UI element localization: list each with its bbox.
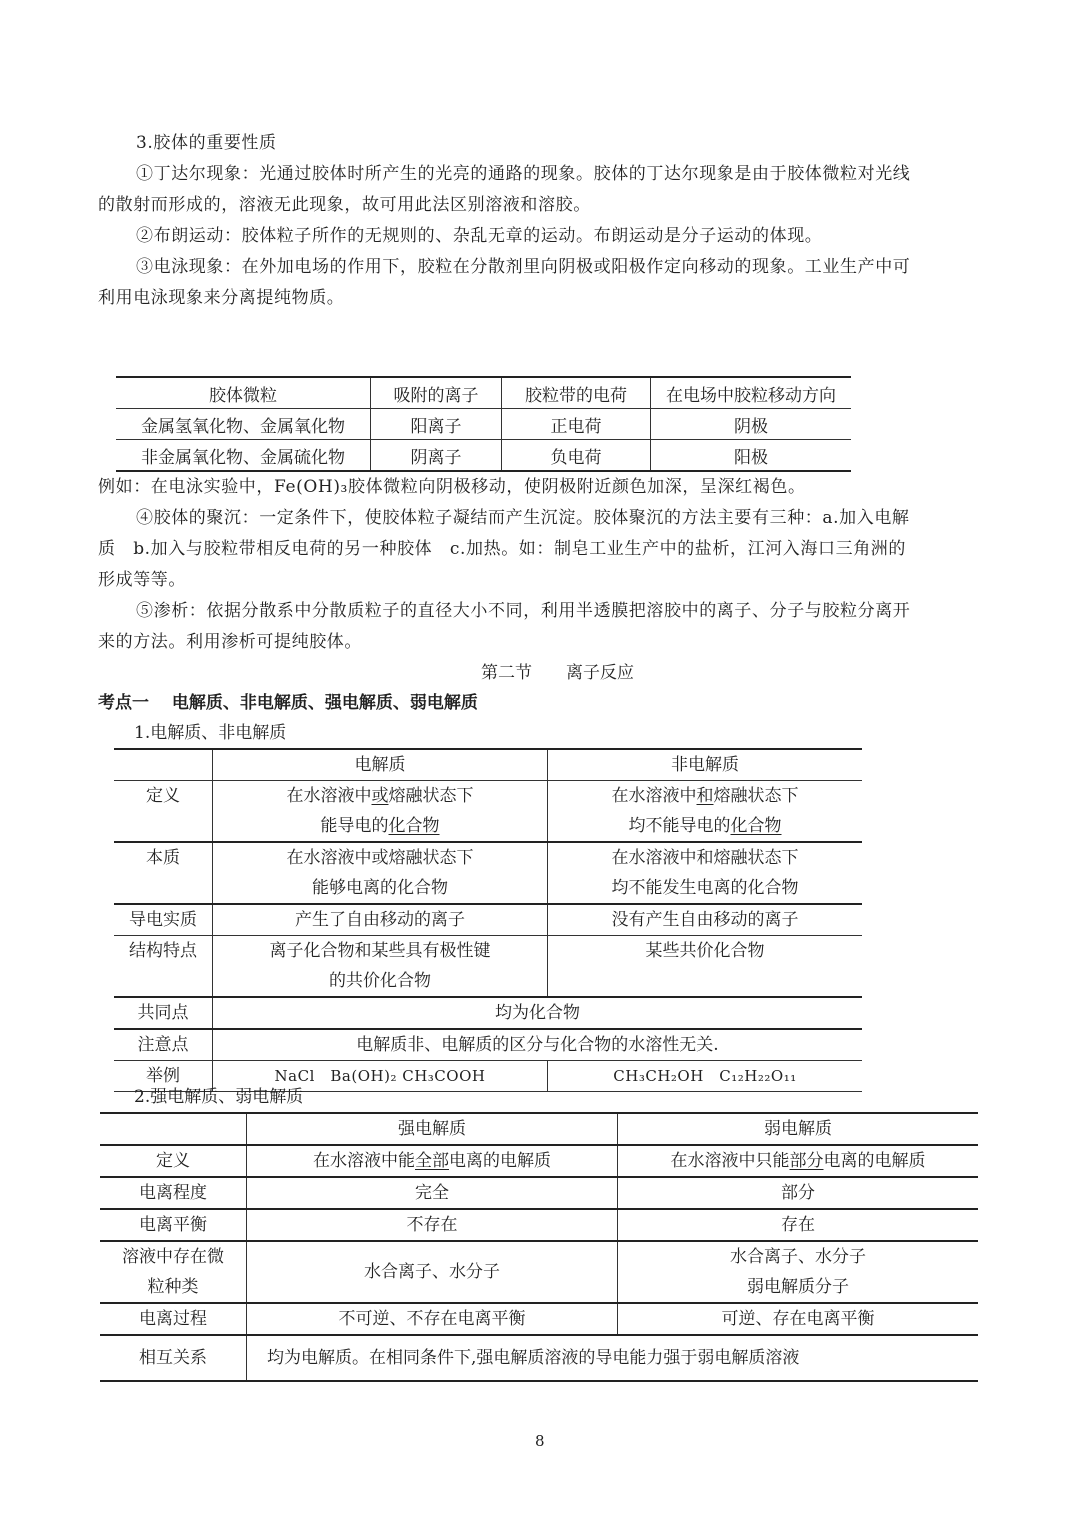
table-cell: 阳极 [651,440,852,472]
colloid-continued-block [98,472,988,658]
cell-line: 粒种类 [147,1277,199,1297]
text-span: 熔融状态下 [388,786,474,806]
row-label: 定义 [114,781,213,843]
table-row [100,1209,978,1241]
row-label: 导电实质 [114,904,213,936]
table-cell [548,842,863,904]
cell-line: 离子化合物和某些具有极性键 [269,941,491,961]
underlined-text: 化合物 [388,816,440,836]
dialysis-line-1: ⑤渗析：依据分散系中分散质粒子的直径大小不同，利用半透膜把溶胶中的离子、分子与胶粒分离开 [136,601,911,621]
table-cell: 阴极 [651,409,852,440]
table-cell: 可逆、存在电离平衡 [618,1303,979,1335]
table-header-row [116,377,851,409]
table-cell: 金属氢氧化物、金属氧化物 [116,409,371,440]
table-cell [618,1241,979,1303]
cell-line: 能够电离的化合物 [312,878,448,898]
text-span: 电离的电解质 [449,1151,551,1171]
table-header-cell: 非电解质 [548,749,863,781]
text-span: 在水溶液中 [611,786,697,806]
dialysis-line-2: 来的方法。利用渗析可提纯胶体。 [98,632,362,652]
table-cell: 阳离子 [371,409,502,440]
row-label: 注意点 [114,1029,213,1061]
row-label: 举例 [146,1066,180,1086]
table-header-cell: 吸附的离子 [371,377,502,409]
text-span: 在水溶液中能 [313,1151,415,1171]
table-cell: 没有产生自由移动的离子 [548,904,863,936]
table-row [100,1335,978,1381]
underlined-text: 部分 [789,1151,824,1171]
table-cell [213,936,548,998]
strong-weak-electrolyte-table [100,1112,978,1382]
cell-line: 均不能发生电离的化合物 [611,878,799,898]
row-label: 相互关系 [139,1348,207,1368]
table-header-cell: 胶粒带的电荷 [502,377,651,409]
table-header-cell: 在电场中胶粒移动方向 [651,377,852,409]
table-cell: 均为电解质。在相同条件下,强电解质溶液的导电能力强于弱电解质溶液 [247,1335,979,1381]
cell-line: 在水溶液中或熔融状态下 [286,848,474,868]
cell-line: 的共价化合物 [329,971,431,991]
table-row [100,1241,978,1303]
coagulation-line-1: ④胶体的聚沉：一定条件下，使胶体粒子凝结而产生沉淀。胶体聚沉的方法主要有三种：a.加入电解 [136,508,910,528]
electrophoresis-line-2: 利用电泳现象来分离提纯物质。 [98,288,345,308]
cell-line: 弱电解质分子 [747,1277,849,1297]
section-title: 第二节 离子反应 [481,663,634,683]
coagulation-line-2: 质 b.加入与胶粒带相反电荷的另一种胶体 c.加热。如：制皂工业生产中的盐析，江河入海口三角洲的 [98,539,907,559]
table-cell: 产生了自由移动的离子 [213,904,548,936]
table-cell [548,781,863,843]
row-label: 电离平衡 [100,1209,247,1241]
kaodian-heading: 考点一 电解质、非电解质、强电解质、弱电解质 [98,693,478,713]
colloid-charge-table [116,376,851,472]
text-span: 均不能导电的 [628,816,731,836]
table-cell [213,842,548,904]
colloid-props-heading: 3.胶体的重要性质 [136,133,277,153]
cell-line: 溶液中存在微 [122,1247,224,1267]
table-row [114,904,862,936]
row-label: 结构特点 [114,936,213,998]
page-number: 8 [535,1432,545,1450]
underlined-text: 和 [696,786,714,806]
table-header-row [114,749,862,781]
table-row [114,997,862,1029]
row-label: 电离程度 [100,1177,247,1209]
table-header-cell [100,1113,247,1145]
table-row [114,1029,862,1061]
brownian-paragraph: ②布朗运动：胶体粒子所作的无规则的、杂乱无章的运动。布朗运动是分子运动的体现。 [136,226,823,246]
row-label: 本质 [114,842,213,904]
electrophoresis-example: 例如：在电泳实验中，Fe(OH)₃胶体微粒向阴极移动，使阴极附近颜色加深，呈深红褐色。 [98,477,806,497]
cell-line [552,781,858,811]
underlined-text: 全部 [415,1151,449,1171]
tyndall-line-1: ①丁达尔现象：光通过胶体时所产生的光亮的通路的现象。胶体的丁达尔现象是由于胶体微粒对光线 [136,164,911,184]
table-row [116,440,851,472]
table-header-cell: 弱电解质 [618,1113,979,1145]
table-cell: 存在 [618,1209,979,1241]
table-cell: NaCl Ba(OH)₂ CH₃COOH [213,1061,548,1092]
table-row [100,1177,978,1209]
cell-line [217,781,543,811]
text-span: 在水溶液中 [286,786,372,806]
subheading-strong-weak: 2.强电解质、弱电解质 [134,1087,304,1107]
text-span: 电离的电解质 [823,1151,926,1171]
text-span: 在水溶液中只能 [670,1151,790,1171]
text-span: 能导电的 [320,816,389,836]
table-cell: 不存在 [247,1209,618,1241]
electrophoresis-line-1: ③电泳现象：在外加电场的作用下，胶粒在分散剂里向阴极或阳极作定向移动的现象。工业生产中可 [136,257,911,277]
table-header-cell: 强电解质 [247,1113,618,1145]
table-header-cell: 电解质 [213,749,548,781]
cell-line [217,811,543,841]
table-cell: 负电荷 [502,440,651,472]
table-row [114,781,862,843]
table-cell: 均为化合物 [213,997,863,1029]
table-cell: 电解质非、电解质的区分与化合物的水溶性无关. [213,1029,863,1061]
cell-line [552,811,858,841]
text-span: 熔融状态下 [713,786,799,806]
table-row [100,1303,978,1335]
subheading-electrolyte: 1.电解质、非电解质 [134,723,287,743]
table-cell: 完全 [247,1177,618,1209]
table-cell: 正电荷 [502,409,651,440]
table-cell: CH₃CH₂OH C₁₂H₂₂O₁₁ [548,1061,863,1092]
coagulation-line-3: 形成等等。 [98,570,186,590]
row-label: 定义 [100,1145,247,1177]
table-header-cell [114,749,213,781]
row-label: 电离过程 [100,1303,247,1335]
table-row [114,842,862,904]
table-cell: 水合离子、水分子 [247,1241,618,1303]
table-cell [618,1145,979,1177]
table-cell: 部分 [618,1177,979,1209]
cell-line: 在水溶液中和熔融状态下 [611,848,799,868]
table-header-cell: 胶体微粒 [116,377,371,409]
underlined-text: 化合物 [730,816,782,836]
colloid-props-block [98,128,988,314]
row-label [100,1241,247,1303]
table-row [114,936,862,998]
table-row [100,1145,978,1177]
table-cell: 不可逆、不存在电离平衡 [247,1303,618,1335]
table-cell: 非金属氧化物、金属硫化物 [116,440,371,472]
cell-line: 水合离子、水分子 [730,1247,866,1267]
electrolyte-table [114,748,862,1092]
tyndall-line-2: 的散射而形成的，溶液无此现象，故可用此法区别溶液和溶胶。 [98,195,591,215]
table-row [116,409,851,440]
table-cell: 阴离子 [371,440,502,472]
table-cell: 某些共价化合物 [548,936,863,998]
table-header-row [100,1113,978,1145]
row-label: 共同点 [114,997,213,1029]
table-cell [213,781,548,843]
underlined-text: 或 [371,786,389,806]
table-cell [247,1145,618,1177]
